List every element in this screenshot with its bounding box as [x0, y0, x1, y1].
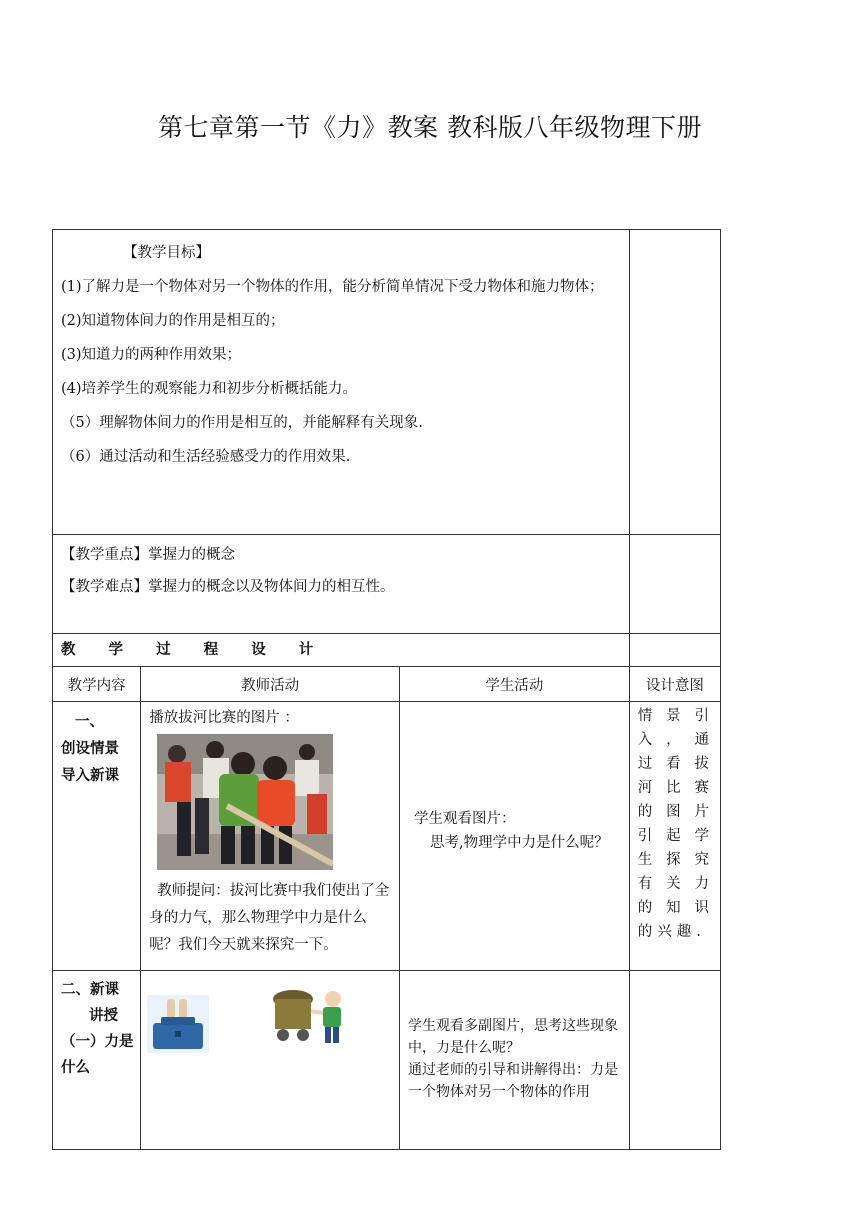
- student-line: 学生观看图片：: [414, 811, 516, 827]
- student-activity-cell: [400, 971, 630, 1150]
- teacher-question: 教师提问：拔河比赛中我们使出了全身的力气，那么物理学中力是什么呢？我们今天就来探究一下。: [149, 883, 390, 953]
- process-title: 教 学 过 程 设 计: [53, 634, 630, 667]
- student-activity-cell: [400, 702, 630, 971]
- objectives-cell: [53, 230, 630, 535]
- objectives-side-cell: [629, 230, 720, 535]
- objectives-heading: 【教学目标】: [123, 245, 210, 261]
- objective-item: （6）通过活动和生活经验感受力的作用效果.: [61, 449, 351, 465]
- column-header: 学生活动: [400, 667, 630, 702]
- stage-line: 一、: [75, 713, 104, 730]
- column-header: 教师活动: [141, 667, 400, 702]
- design-intent-cell: [629, 971, 720, 1150]
- difficult-point-label: 【教学难点】: [61, 579, 148, 595]
- lesson-plan-table: [52, 229, 721, 1150]
- teacher-activity-cell: [141, 971, 400, 1150]
- objective-item: (4)培养学生的观察能力和初步分析概括能力。: [61, 381, 358, 397]
- stage-line: 二、新课: [61, 981, 119, 998]
- stage-cell: [53, 971, 141, 1150]
- stage-line: 讲授: [89, 1007, 118, 1024]
- process-side-cell: [629, 634, 720, 667]
- tug-of-war-photo: [157, 734, 333, 870]
- cart-pushing-illustration: [271, 985, 355, 1049]
- student-text: 通过老师的引导和讲解得出：力是一个物体对另一个物体的作用: [408, 1062, 619, 1100]
- stage-line: （一）力是: [61, 1033, 134, 1050]
- objective-item: (1)了解力是一个物体对另一个物体的作用，能分析简单情况下受力物体和施力物体；: [61, 279, 604, 295]
- difficult-point-text: 掌握力的概念以及物体间力的相互性。: [148, 579, 395, 595]
- column-header: 教学内容: [53, 667, 141, 702]
- objective-item: (3)知道力的两种作用效果；: [61, 347, 242, 363]
- key-points-cell: [53, 535, 630, 634]
- teacher-intro: 播放拔河比赛的图片 ：: [149, 710, 299, 726]
- teacher-activity-cell: [141, 702, 400, 971]
- design-intent-cell: 情景引入，通过看拔河比赛的图片引起学生探究有关力的知识的兴趣.: [629, 702, 720, 971]
- key-point-label: 【教学重点】: [61, 547, 148, 563]
- toolbox-illustration: [147, 995, 209, 1053]
- stage-line: 什么: [61, 1059, 90, 1076]
- column-header: 设计意图: [629, 667, 720, 702]
- student-text: 学生观看多副图片，思考这些现象中，力是什么呢？: [408, 1018, 619, 1056]
- stage-line: 导入新课: [61, 767, 119, 784]
- key-points-side-cell: [629, 535, 720, 634]
- objective-item: （5）理解物体间力的作用是相互的，并能解释有关现象.: [61, 415, 423, 431]
- stage-line: 创设情景: [61, 740, 119, 757]
- student-line: 思考,物理学中力是什么呢？: [430, 835, 609, 851]
- stage-cell: [53, 702, 141, 971]
- page-title: 第七章第一节《力》教案 教科版八年级物理下册: [158, 113, 702, 142]
- key-point-text: 掌握力的概念: [148, 547, 235, 563]
- objective-item: (2)知道物体间力的作用是相互的；: [61, 313, 285, 329]
